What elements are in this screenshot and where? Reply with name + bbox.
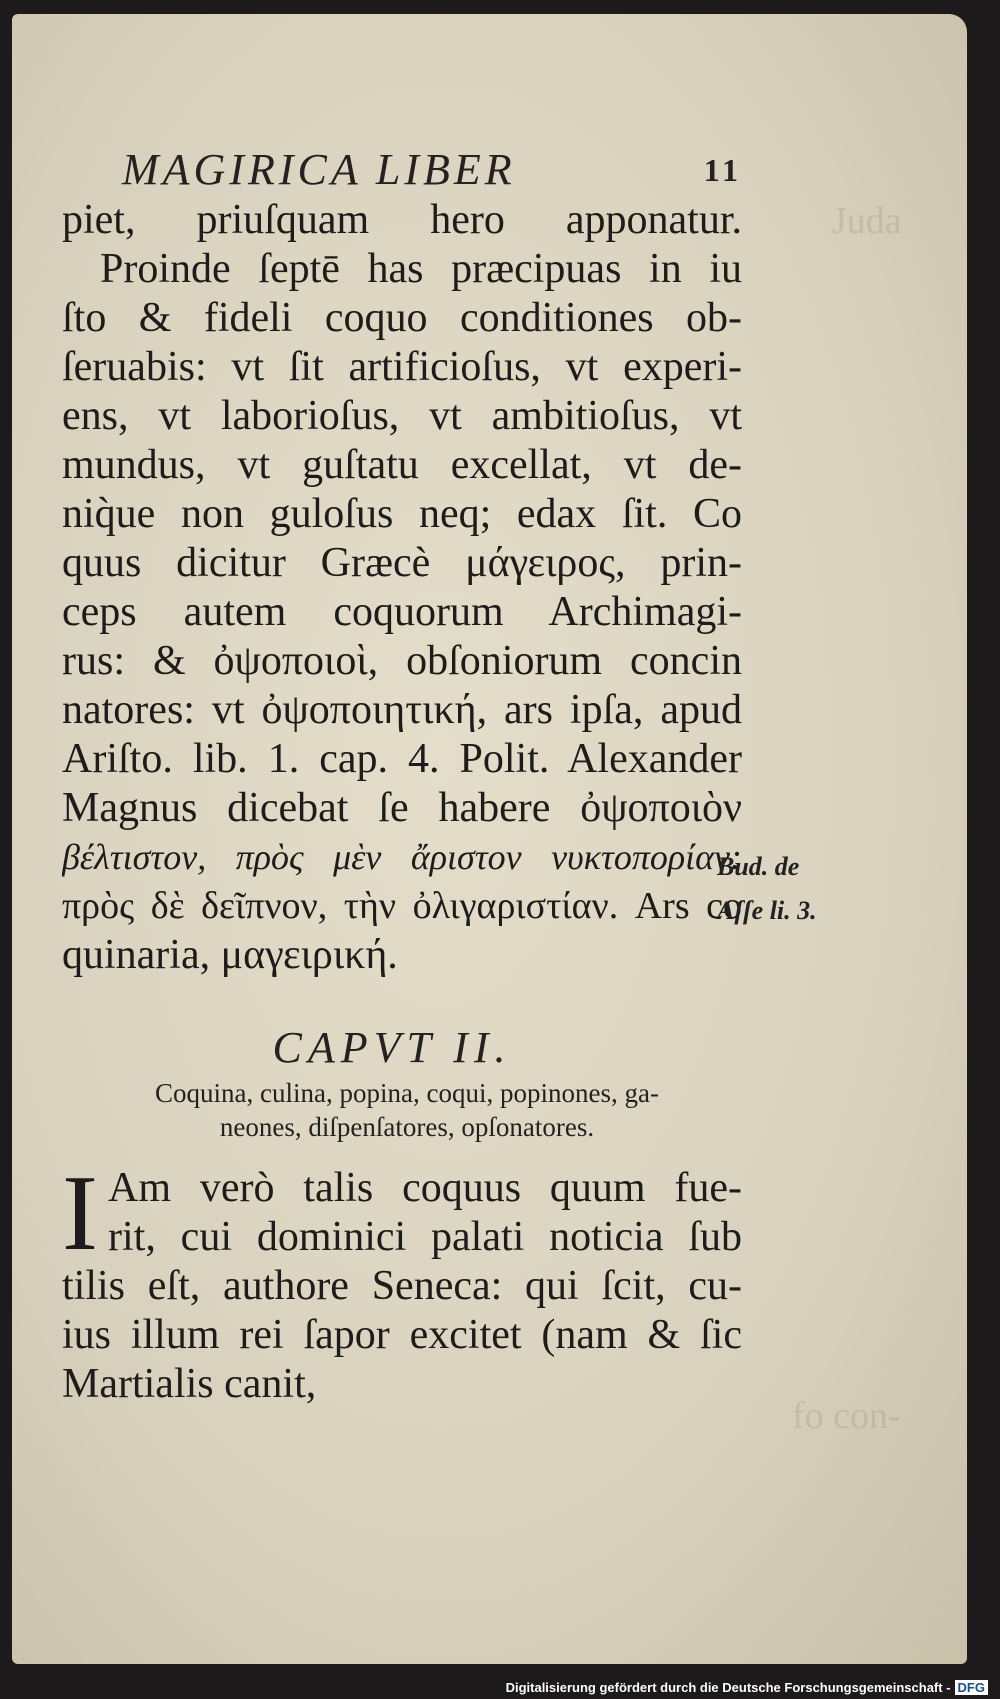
chapter-summary <box>62 1076 752 1144</box>
text-line: tilis eſt, authore Seneca: qui ſcit, cu- <box>62 1263 742 1309</box>
text-line: ſto & fideli coquo conditiones ob- <box>62 295 742 341</box>
text-line: ius illum rei ſapor excitet (nam & ſic <box>62 1312 742 1358</box>
text-line: Proinde ſeptē has præcipuas in iu <box>100 246 742 292</box>
drop-capital: I <box>62 1154 98 1273</box>
text-line: Martialis canit, <box>62 1361 317 1407</box>
text-line: πρὸς δὲ δεῖπνον, τὴν ὀλιγαριστίαν. Ars co <box>62 885 742 927</box>
bleed-through-text: Juda <box>832 200 902 242</box>
summary-line: Coquina, culina, popina, coqui, popinones, ga- <box>155 1078 659 1108</box>
running-title: MAGIRICA LIBER <box>122 145 516 194</box>
text-line: quus dicitur Græcè μάγειρος, prin- <box>62 540 742 586</box>
body-text <box>62 196 742 980</box>
chapter-heading: CAPVT II. <box>272 1023 512 1072</box>
text-line: niq̀ue non guloſus neq; edax ſit. Co <box>62 491 742 537</box>
page-number: 11 <box>703 152 742 188</box>
text-line: natores: vt ὀψοποιητική, ars ipſa, apud <box>62 687 742 733</box>
credit-text: Digitalisierung gefördert durch die Deutsche Forschungsgemeinschaft - <box>505 1680 951 1695</box>
text-line: ens, vt laborioſus, vt ambitioſus, vt <box>62 393 742 439</box>
marginal-note <box>717 852 817 926</box>
text-line: βέλτιστον, πρὸς μὲν ἄριστον νυκτοπορίαν: <box>62 837 742 877</box>
summary-line: neones, diſpenſatores, opſonatores. <box>219 1112 595 1142</box>
bleed-through-text: fo con- <box>792 1395 901 1437</box>
marginal-note-line: Aſſe li. 3. <box>717 896 817 925</box>
book-page <box>12 14 967 1664</box>
chapter-text <box>62 1154 742 1409</box>
text-line: Ariſto. lib. 1. cap. 4. Polit. Alexander <box>62 736 742 782</box>
text-line: rit, cui dominici palati noticia ſub <box>108 1214 742 1260</box>
text-line: mundus, vt guſtatu excellat, vt de- <box>62 442 742 488</box>
text-line: ſeruabis: vt ſit artificioſus, vt experi- <box>62 344 742 390</box>
text-line: Magnus dicebat ſe habere ὀψοποιὸν <box>62 785 742 831</box>
dfg-logo: DFG <box>955 1680 988 1695</box>
digitization-credit <box>506 1680 988 1695</box>
text-line: piet, priuſquam hero apponatur. <box>62 197 742 243</box>
text-line: quinaria, μαγειρική. <box>62 932 398 978</box>
marginal-note-line: Bud. de <box>717 852 800 881</box>
text-line: rus: & ὀψοποιοὶ, obſoniorum concin <box>62 638 742 684</box>
text-line: Am verò talis coquus quum fue- <box>108 1165 742 1211</box>
text-line: ceps autem coquorum Archimagi- <box>62 589 742 635</box>
